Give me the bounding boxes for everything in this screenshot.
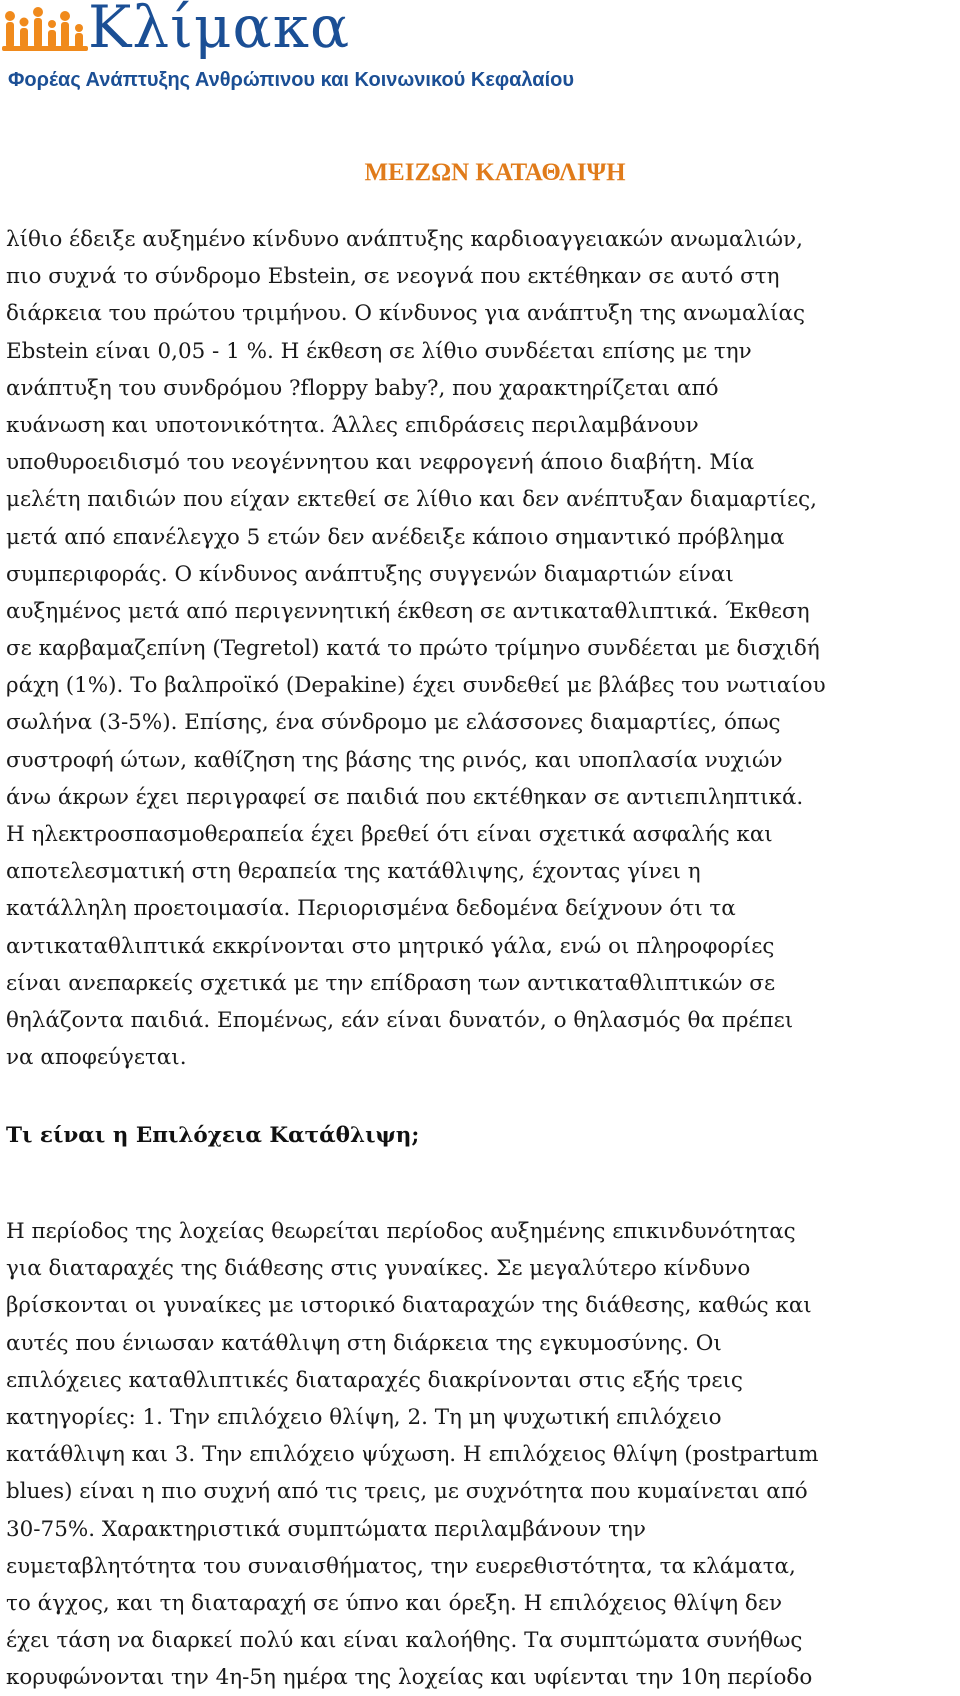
paragraph-lithium-risks [6, 221, 954, 1076]
text-line: άνω άκρων έχει περιγραφεί σε παιδιά που εκτέθηκαν σε αντιεπιληπτικά. [6, 784, 804, 810]
text-line: κατηγορίες: 1. Την επιλόχειο θλίψη, 2. Τη μη ψυχωτική επιλόχειο [6, 1404, 722, 1430]
organization-tagline: Φορέας Ανάπτυξης Ανθρώπινου και Κοινωνικού Κεφαλαίου [8, 69, 575, 91]
text-line: αυξημένος μετά από περιγεννητική έκθεση σε αντικαταθλιπτικά. Έκθεση [6, 598, 810, 624]
text-line: ευμεταβλητότητα του συναισθήματος, την ευερεθιστότητα, τα κλάματα, [6, 1553, 796, 1579]
text-line: βρίσκονται οι γυναίκες με ιστορικό διαταραχών της διάθεσης, καθώς και [6, 1293, 812, 1319]
text-line: κατάθλιψη και 3. Την επιλόχειο ψύχωση. Η επιλόχειος θλίψη (postpartum [6, 1442, 819, 1468]
text-line: 30-75%. Χαρακτηριστικά συμπτώματα περιλαμβάνουν την [6, 1516, 646, 1542]
section-heading: Τι είναι η Επιλόχεια Κατάθλιψη; [6, 1123, 420, 1148]
text-line: Η περίοδος της λοχείας θεωρείται περίοδος αυξημένης επικινδυνότητας [6, 1219, 796, 1244]
text-line: συμπεριφοράς. Ο κίνδυνος ανάπτυξης συγγενών διαμαρτιών είναι [6, 561, 734, 587]
text-line: Ebstein είναι 0,05 - 1 %. Η έκθεση σε λίθιο συνδέεται επίσης με την [6, 338, 752, 364]
text-line: πιο συχνά το σύνδρομο Ebstein, σε νεογνά που εκτέθηκαν σε αυτό στη [6, 264, 780, 290]
text-line: λίθιο έδειξε αυξημένο κίνδυνο ανάπτυξης καρδιοαγγειακών ανωμαλιών, [6, 227, 803, 252]
text-line: αποτελεσματική στη θεραπεία της κατάθλιψης, έχοντας γίνει η [6, 859, 701, 885]
text-line: μετά από επανέλεγχο 5 ετών δεν ανέδειξε κάποιο σημαντικό πρόβλημα [6, 524, 785, 550]
text-line: επιλόχειες καταθλιπτικές διαταραχές διακρίνονται στις εξής τρεις [6, 1367, 743, 1393]
text-line: αυτές που ένιωσαν κατάθλιψη στη διάρκεια της εγκυμοσύνης. Οι [6, 1330, 722, 1356]
text-line: είναι ανεπαρκείς σχετικά με την επίδραση των αντικαταθλιπτικών σε [6, 970, 776, 996]
text-line: σε καρβαμαζεπίνη (Tegretol) κατά το πρώτο τρίμηνο συνδέεται με δισχιδή [6, 636, 820, 662]
text-line: μελέτη παιδιών που είχαν εκτεθεί σε λίθιο και δεν ανέπτυξαν διαμαρτίες, [6, 487, 817, 513]
text-line: κυάνωση και υποτονικότητα. Άλλες επιδράσεις περιλαμβάνουν [6, 412, 699, 438]
text-line: Η ηλεκτροσπασμοθεραπεία έχει βρεθεί ότι είναι σχετικά ασφαλής και [6, 822, 773, 847]
logo-wordmark: Κλίμακα [88, 0, 351, 61]
page-header [0, 0, 960, 100]
text-line: συστροφή ώτων, καθίζηση της βάσης της ρινός, και υποπλασία νυχιών [6, 747, 783, 773]
text-line: διάρκεια του πρώτου τριμήνου. Ο κίνδυνος για ανάπτυξη της ανωμαλίας [6, 301, 805, 327]
text-line: υποθυροειδισμό του νεογέννητου και νεφρογενή άποιο διαβήτη. Μία [6, 450, 755, 476]
text-line: κορυφώνονται την 4η-5η ημέρα της λοχείας και υφίενται την 10η περίοδο [6, 1665, 813, 1691]
paragraph-postpartum-period [6, 1213, 954, 1696]
text-line: σωλήνα (3-5%). Επίσης, ένα σύνδρομο με ελάσσονες διαμαρτίες, όπως [6, 710, 781, 736]
text-line: κατάλληλη προετοιμασία. Περιορισμένα δεδομένα δείχνουν ότι τα [6, 896, 736, 922]
text-line: έχει τάση να διαρκεί πολύ και είναι καλοήθης. Τα συμπτώματα συνήθως [6, 1628, 803, 1654]
text-line: blues) είναι η πιο συχνή από τις τρεις, με συχνότητα που κυμαίνεται από [6, 1479, 808, 1505]
page-title: ΜΕΙΖΩΝ ΚΑΤΑΘΛΙΨΗ [364, 159, 626, 186]
text-line: θηλάζοντα παιδιά. Επομένως, εάν είναι δυνατόν, ο θηλασμός θα πρέπει [6, 1007, 794, 1033]
text-line: για διαταραχές της διάθεσης στις γυναίκες. Σε μεγαλύτερο κίνδυνο [6, 1256, 751, 1282]
text-line: το άγχος, και τη διαταραχή σε ύπνο και όρεξη. Η επιλόχειος θλίψη δεν [6, 1590, 782, 1616]
text-line: αντικαταθλιπτικά εκκρίνονται στο μητρικό γάλα, ενώ οι πληροφορίες [6, 933, 775, 959]
text-line: να αποφεύγεται. [6, 1045, 187, 1071]
text-line: ράχη (1%). Το βαλπροϊκό (Depakine) έχει συνδεθεί με βλάβες του νωτιαίου [6, 673, 826, 699]
people-logo-icon [2, 2, 88, 58]
text-line: ανάπτυξη του συνδρόμου ?floppy baby?, που χαρακτηρίζεται από [6, 375, 719, 401]
